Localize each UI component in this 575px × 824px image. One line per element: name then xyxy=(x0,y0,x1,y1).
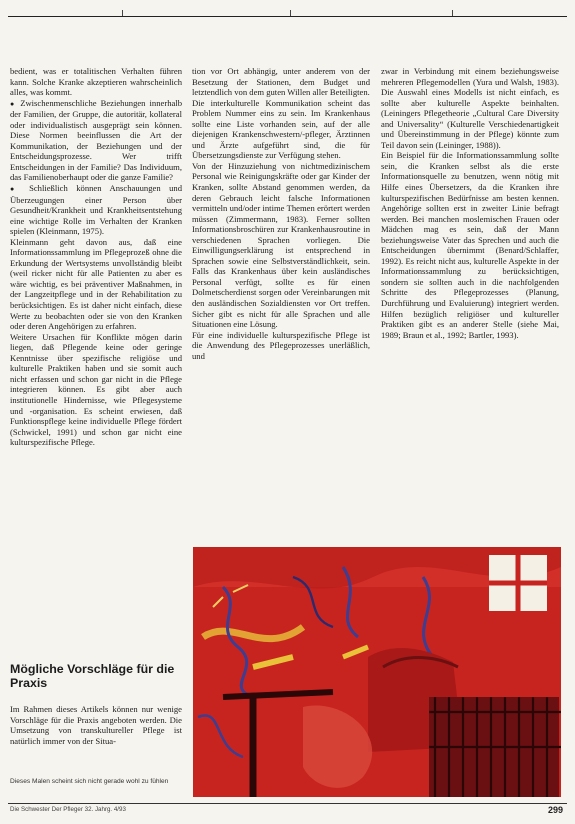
paragraph: Die interkulturelle Kommunikation scheint das Problem Nummer eins zu sein. Im Krankenhaus sollte eine Liste vorhanden sein, auf der alle diejenigen Krankenschwestern/-pfleger, Ärztinnen und Ärzte aufgeführt sind, die für Übersetzungsdienste zur Verfügung stehen. xyxy=(192,97,370,161)
painting-illustration xyxy=(193,547,561,797)
paragraph: Im Rahmen dieses Artikels können nur wenige Vorschläge für die Praxis angeboten werden. Die Umsetzung von transkultureller Pflege ist natürlich immer von der Situa- xyxy=(10,704,182,746)
bullet-paragraph: ● Zwischenmenschliche Beziehungen innerhalb der Familien, der Gruppe, die autoritär, kollateral oder individualistisch ausgeprägt sein können. Diese Normen beeinflussen die Art der Kommunikation, der Beziehungen und der Entscheidungsprozesse. Wer trifft Entscheidungen in der Familie? Das Individuum, das Familienoberhaupt oder die ganze Familie? xyxy=(10,97,182,183)
bullet-paragraph: ● Schließlich können Anschauungen und Überzeugungen einer Person über Gesundheit/Krankheit und Krankheitsentstehung eine wichtige Rolle im Verhalten der Kranken spielen (Kleinmann, 1975). xyxy=(10,183,182,237)
page-number: 299 xyxy=(547,805,563,815)
paragraph: tion vor Ort abhängig, unter anderem von der Besetzung der Stationen, dem Budget und letztendlich von dem guten Willen aller Beteiligten. xyxy=(192,66,370,98)
paragraph: Weitere Ursachen für Konflikte mögen darin liegen, daß Pflegende keine oder geringe Kenntnisse über spezifische religiöse und kulturelle Praktiken haben und sie somit auch nicht erfassen und schon gar nicht in die Pflege integrieren können. Es gibt aber auch institutionelle Hindernisse, wie Pflegesysteme und -organisation. Es scheint erwiesen, daß Funktionspflege keine individuelle Pflege fördert (Schwickel, 1991) und schon gar nicht eine kulturspezifische Pflege. xyxy=(10,331,182,448)
column-1 xyxy=(10,66,182,448)
crop-mark xyxy=(122,10,123,16)
paragraph: Kleinmann geht davon aus, daß eine Informationssammlung im Pflegeprozeß ohne die Erkundung der Wertsystems unvollständig bleibt (weil ricker nicht für alle Patienten zu aber es wäre wichtig, es bei präventiver Maßnahmen, in der Langzeitpflege und in der Rehabilitation zu berücksichtigen. Es ist daher nicht einfach, diese Werte zu beobachten oder sie von den Kranken oder deren Angehörigen zu erfahren. xyxy=(10,236,182,332)
crop-mark xyxy=(290,10,291,16)
column-2 xyxy=(192,66,370,361)
paragraph: bedient, was er totalitischen Verhalten führen kann. Solche Kranke akzeptieren wahrscheinlich alles, was kommt. xyxy=(10,66,182,98)
painting-window xyxy=(489,555,547,611)
paragraph: zwar in Verbindung mit einem beziehungsweise mehreren Pflegemodellen (Yura und Walsh, 1983). Die Auswahl eines Modells ist nicht einfach, es sollte aber kulturelle Aspekte beinhalten. (Leiningers Pflegetheorie „Cultural Care Diversity and Universality“ (Kulturelle Verschiedenartigkeit und Übereinstimmung in der Pflege) könnte zum Teil davon sein (Leininger, 1988)). xyxy=(381,66,559,150)
paragraph: Ein Beispiel für die Informationssammlung sollte sein, die Kranken selbst als die erste Informationsquelle zu benutzen, wenn nötig mit Hilfe eines Übersetzers, da die Kranken ihre kulturspezifischen Bedürfnisse am besten kennen. Angehörige sollten erst in zweiter Linie befragt werden. Bei manchen moslemischen Frauen oder Mädchen mag es sein, daß der Mann beziehungsweise Vater das Sprechen und auch die Entscheidungen übernimmt (Benard/Schlaffer, 1992). Es reicht nicht aus, kulturelle Aspekte in der Informationssammlung zu berücksichtigen, sondern sie sollten auch in die nachfolgenden Schritte des Pflegeprozesses (Planung, Durchführung und Evaluierung) integriert werden. Hilfen bezüglich religiöser und kultureller Praktiken gibt es an anderer Stelle (siehe Mai, 1989; Braun et al., 1992; Bartler, 1993). xyxy=(381,150,559,340)
column-1-continued xyxy=(10,704,182,746)
footer-source: Die Schwester Der Pfleger 32. Jahrg. 4/93 xyxy=(10,806,126,813)
paragraph: Von der Hinzuziehung von nichtmedizinischem Personal wie Reinigungskräfte oder gar Kinder der Kranken, sollte Abstand genommen werden, da deren Gebrauch leicht falsche Informationen vermitteln und/oder intime Themen erörtert werden müssen (Zimmermann, 1983). Ferner sollten Informationsbroschüren zur Krankenhausroutine in verschiedenen Sprachen vorliegen. Die Einwilligungserklärung ist entsprechend in Sprachen sowie eine Selbstverständlichkeit, sein. Falls das Krankenhaus über kein ausländisches Personal verfügt, sollte es für einen Dolmetscherdienst sorgen oder Vereinbarungen mit den ausländischen Sozialdiensten vor Ort treffen. Sicher gibt es nicht für alle Sprachen und alle Situationen eine Lösung. xyxy=(192,160,370,330)
bullet-icon: ● xyxy=(10,185,21,194)
crop-mark xyxy=(452,10,453,16)
paragraph: Für eine individuelle kulturspezifische Pflege ist die Anwendung des Pflegeprozesses unerläßlich, und xyxy=(192,329,370,361)
top-rule xyxy=(8,16,567,17)
image-caption: Dieses Malen scheint sich nicht gerade wohl zu fühlen xyxy=(10,778,169,785)
section-heading: Mögliche Vorschläge für die Praxis xyxy=(10,662,175,690)
column-3 xyxy=(381,66,559,340)
bullet-icon: ● xyxy=(10,99,17,108)
bottom-rule xyxy=(8,803,567,804)
